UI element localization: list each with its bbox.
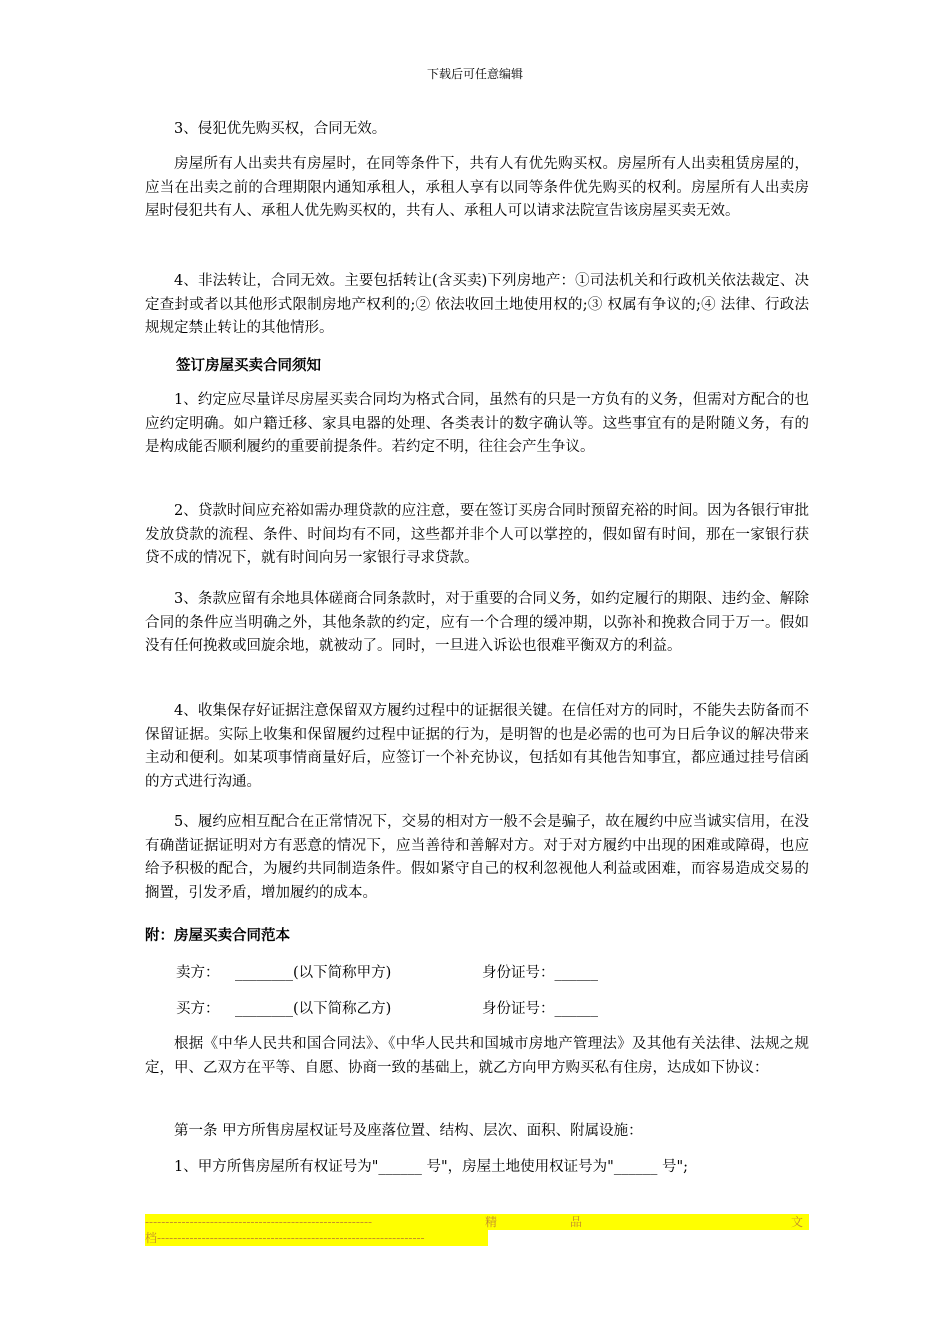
section-heading-contract-template: 附：房屋买卖合同范本 — [145, 927, 290, 944]
footer-dashes: -------------------------------------------------------- — [145, 1215, 373, 1229]
buyer-label: 买方： — [176, 1001, 220, 1017]
paragraph-certificate-numbers: 1、甲方所售房屋所有权证号为"______ 号"，房屋土地使用权证号为"______ 号"; — [174, 1159, 689, 1175]
footer-char-wen: 文 — [791, 1215, 804, 1229]
buyer-name-blank: ________(以下简称乙方) — [235, 1001, 392, 1017]
paragraph-note-5: 5、履约应相互配合在正常情况下，交易的相对方一般不会是骗子，故在履约中应当诚实信用，在没有确凿证据证明对方有恶意的情况下，应当善待和善解对方。对于对方履约中出现的困难或障碍，也应给予积极的配合，为履约共同制造条件。假如紧守自己的权利忽视他人利益或困难，而容易造成交易的搁置，引发矛盾，增加履约的成本。 — [145, 814, 809, 901]
seller-name-blank: ________(以下简称甲方) — [235, 965, 392, 981]
paragraph-priority-purchase: 3、侵犯优先购买权，合同无效。 — [174, 121, 387, 137]
footer-watermark-line-2: 档------------------------------------------------------------------ — [145, 1230, 488, 1246]
footer-char-pin: 品 — [570, 1215, 583, 1229]
paragraph-illegal-transfer: 4、非法转让，合同无效。主要包括转让(含买卖)下列房地产：①司法机关和行政机关依法裁定、决定查封或者以其他形式限制房地产权利的;② 依法收回土地使用权的;③ 权属有争议的;④ 法律、行政法规规定禁止转让的其他情形。 — [145, 273, 809, 336]
seller-id-number: 身份证号：______ — [482, 965, 598, 981]
seller-label: 卖方： — [176, 965, 220, 981]
section-heading-contract-notes: 签订房屋买卖合同须知 — [176, 357, 321, 374]
paragraph-note-4: 4、收集保存好证据注意保留双方履约过程中的证据很关键。在信任对方的同时，不能失去防备而不保留证据。实际上收集和保留履约过程中证据的行为，是明智的也是必需的也可为日后争议的解决带来主动和便利。如某项事情商量好后，应签订一个补充协议，包括如有其他告知事宜，都应通过挂号信函的方式进行沟通。 — [145, 703, 809, 790]
paragraph-article-one: 第一条 甲方所售房屋权证号及座落位置、结构、层次、面积、附属设施： — [174, 1123, 643, 1139]
paragraph-note-2: 2、贷款时间应充裕如需办理贷款的应注意，要在签订买房合同时预留充裕的时间。因为各银行审批发放贷款的流程、条件、时间均有不同，这些都并非个人可以掌控的，假如留有时间，那在一家银行获贷不成的情况下，就有时间向另一家银行寻求贷款。 — [145, 503, 809, 566]
paragraph-note-3: 3、条款应留有余地具体磋商合同条款时，对于重要的合同义务，如约定履行的期限、违约金、解除合同的条件应当明确之外，其他条款的约定，应有一个合理的缓冲期，以弥补和挽救合同于万一。假如没有任何挽救或回旋余地，就被动了。同时，一旦进入诉讼也很难平衡双方的利益。 — [145, 591, 809, 654]
buyer-id-number: 身份证号：______ — [482, 1001, 598, 1017]
page-header-note: 下载后可任意编辑 — [426, 67, 523, 81]
footer-watermark-line-1 — [145, 1214, 809, 1230]
paragraph-contract-preamble: 根据《中华人民共和国合同法》、《中华人民共和国城市房地产管理法》及其他有关法律、法规之规定，甲、乙双方在平等、自愿、协商一致的基础上，就乙方向甲方购买私有住房，达成如下协议： — [145, 1036, 809, 1076]
paragraph-co-owner-rights: 房屋所有人出卖共有房屋时，在同等条件下，共有人有优先购买权。房屋所有人出卖租赁房屋的，应当在出卖之前的合理期限内通知承租人，承租人享有以同等条件优先购买的权利。房屋所有人出卖房屋时侵犯共有人、承租人优先购买权的，共有人、承租人可以请求法院宣告该房屋买卖无效。 — [145, 156, 809, 219]
paragraph-note-1: 1、约定应尽量详尽房屋买卖合同均为格式合同，虽然有的只是一方负有的义务，但需对方配合的也应约定明确。如户籍迁移、家具电器的处理、各类表计的数字确认等。这些事宜有的是附随义务，有的是构成能否顺利履约的重要前提条件。若约定不明，往往会产生争议。 — [145, 392, 809, 455]
footer-char-jing: 精 — [485, 1215, 498, 1229]
